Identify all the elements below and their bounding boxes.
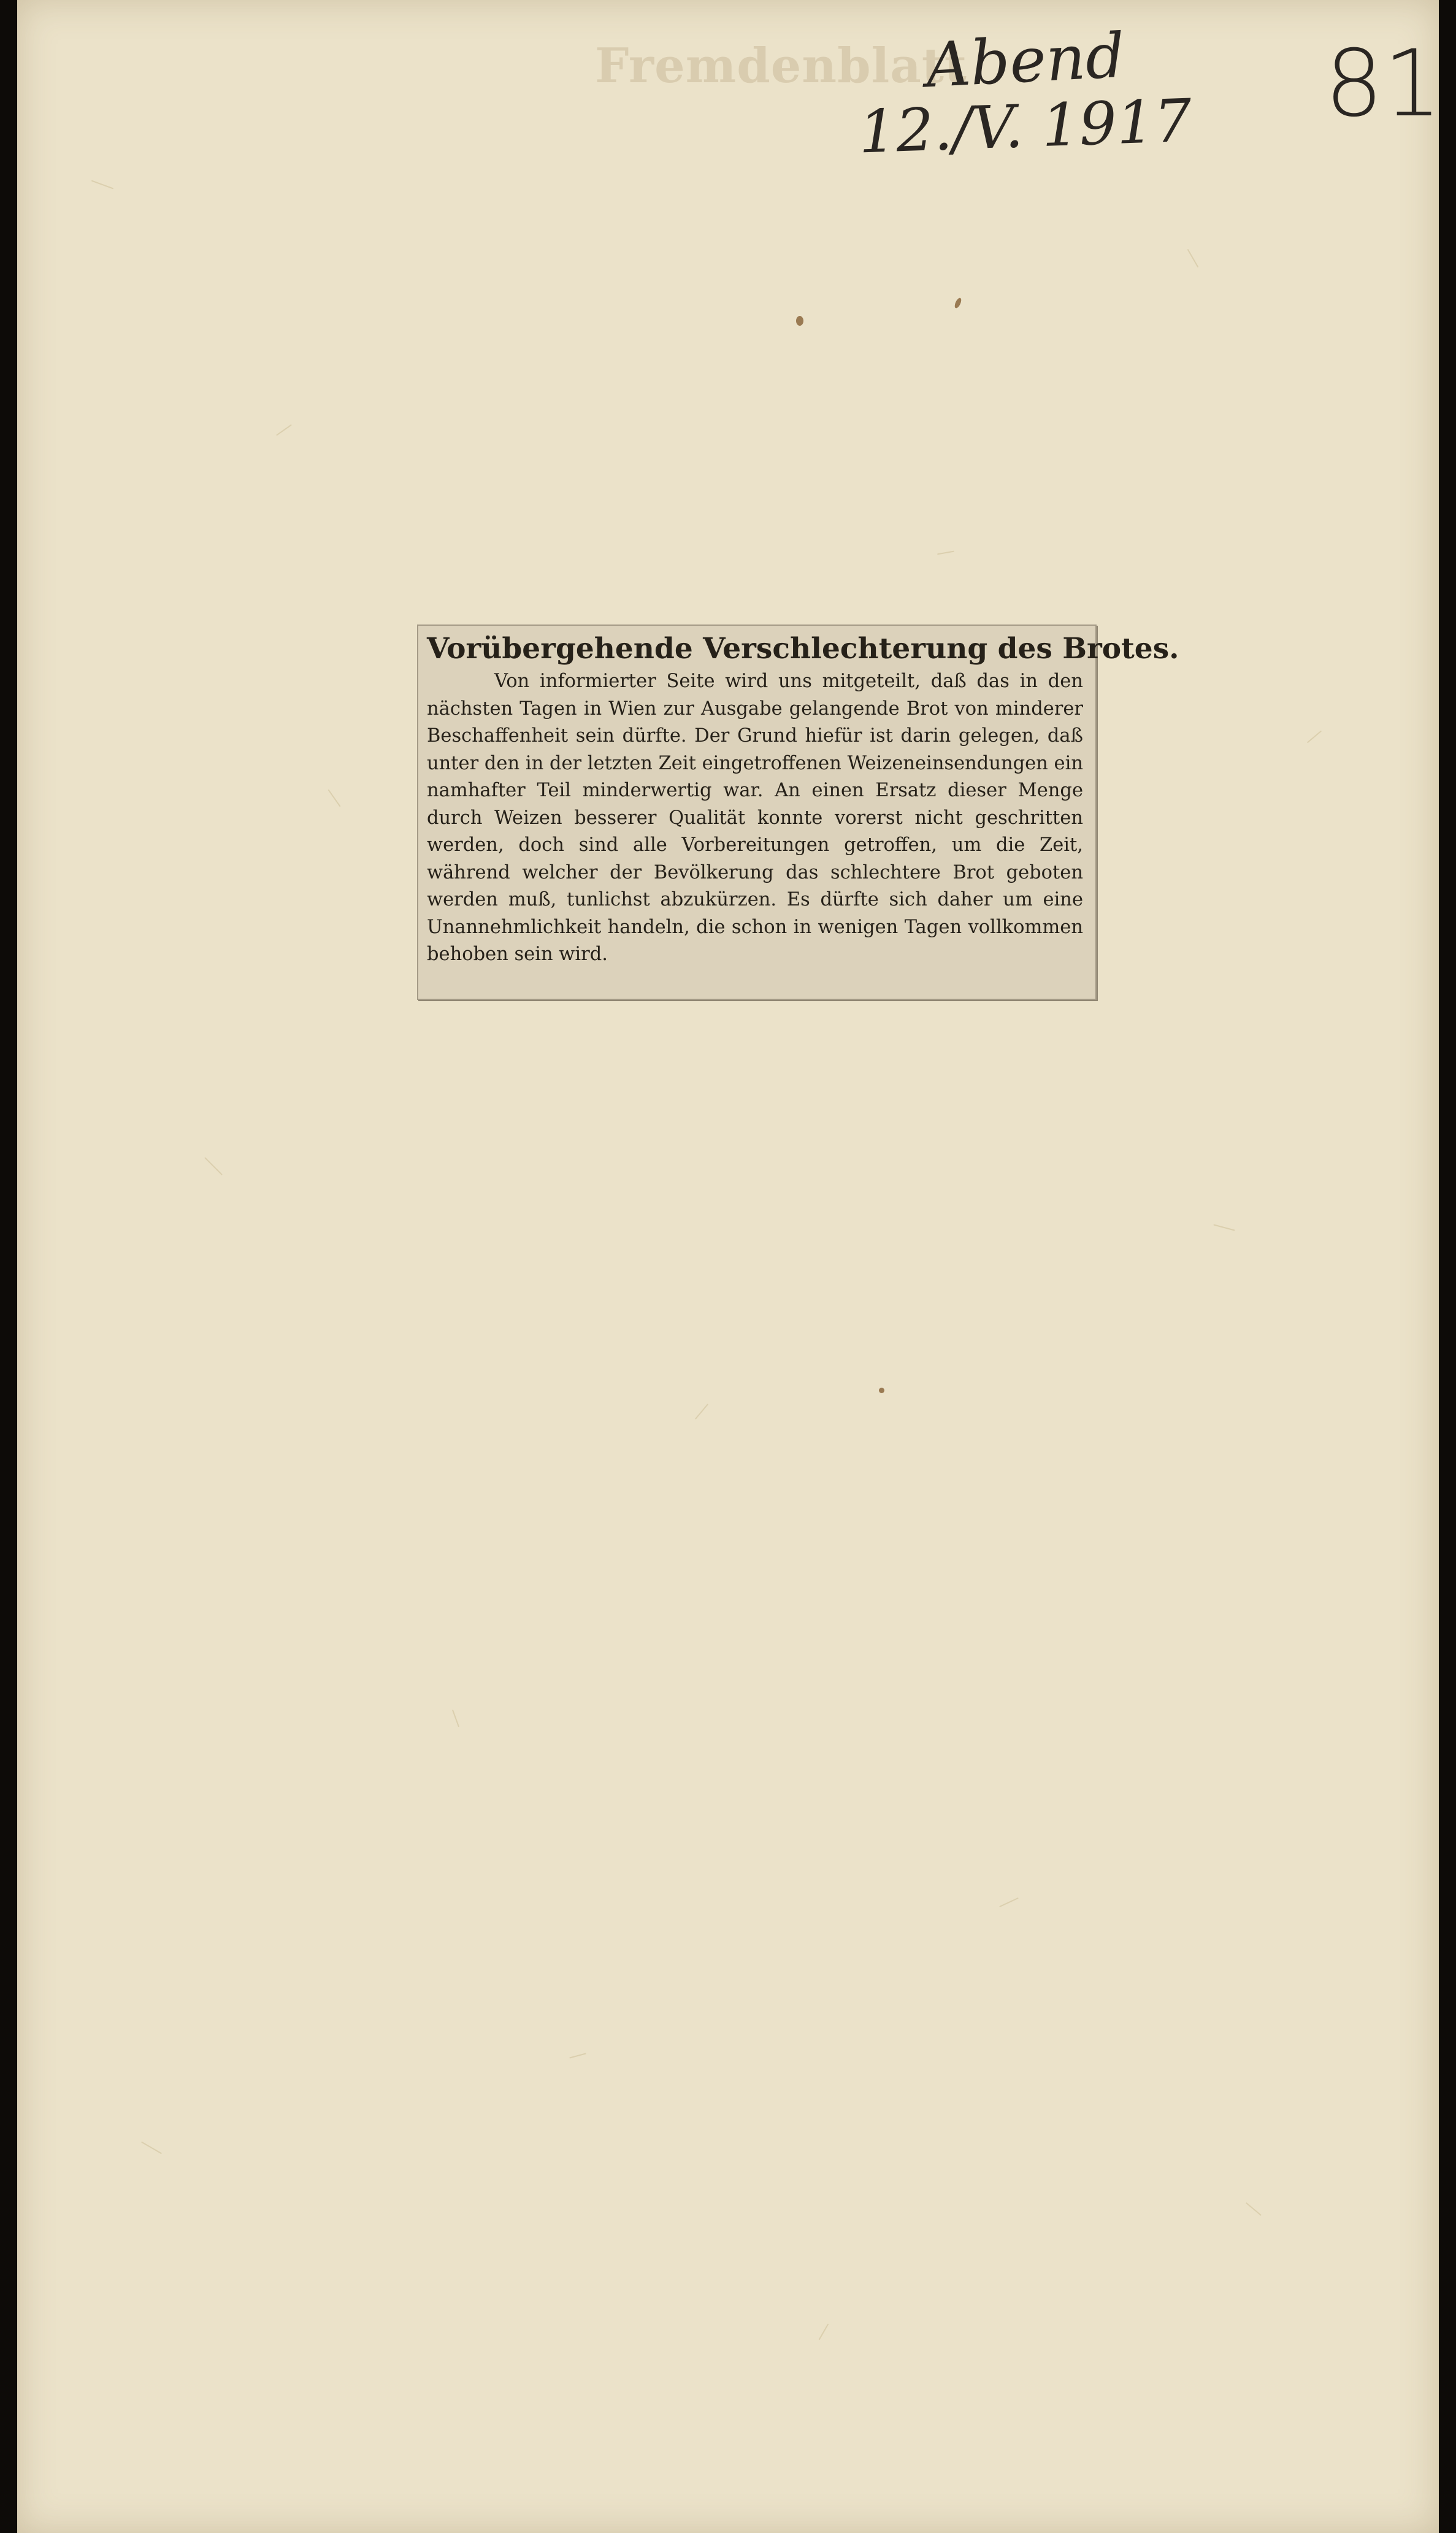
stain-mark: [879, 1388, 884, 1393]
article-title: Vorübergehende Verschlechterung des Brotes.: [427, 632, 1179, 666]
archive-sheet: [17, 0, 1439, 2533]
handwritten-date: 12./V. 1917: [857, 86, 1193, 167]
handwritten-edition: Abend: [924, 19, 1127, 102]
article-body: Von informierter Seite wird uns mitgeteilt, daß das in den nächsten Tagen in Wien zur Ausgabe gelangende Brot von minderer Beschaffenheit sein dürfte. Der Grund hiefür ist darin gelegen, daß unter den in der letzten Zeit eingetroffenen Weizeneinsendungen ein namhafter Teil minderwertig war. An einen Ersatz dieser Menge durch Weizen besserer Qualität konnte vorerst nicht geschritten werden, doch sind alle Vorbereitungen getroffen, um die Zeit, während welcher der Bevölkerung das schlechtere Brot geboten werden muß, tunlichst abzukürzen. Es dürfte sich daher um eine Unannehmlichkeit handeln, die schon in wenigen Tagen vollkommen behoben sein wird.: [427, 671, 1083, 965]
stain-mark: [796, 316, 803, 326]
newspaper-clipping: [417, 625, 1179, 1000]
stain-mark: [954, 297, 963, 309]
handwritten-folio-number: 81: [1325, 31, 1442, 137]
source-stamp: Fremdenblatt: [595, 38, 967, 94]
